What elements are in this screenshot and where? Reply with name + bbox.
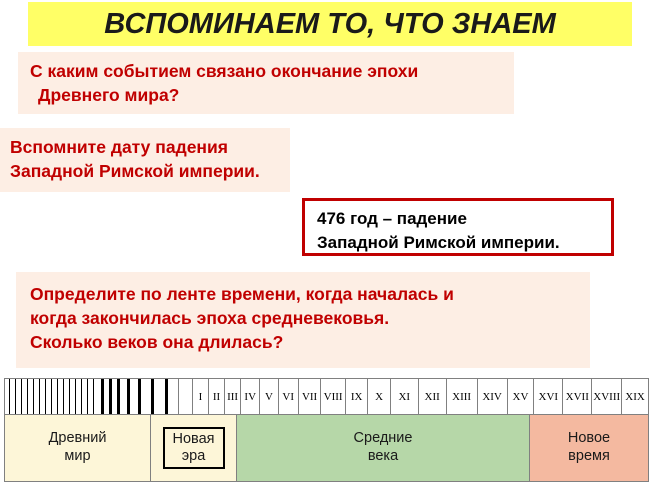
timeline-era-modern-line-2: время	[568, 448, 610, 464]
timeline-gap-cell	[179, 379, 193, 414]
answer-line-2: Западной Римской империи.	[317, 233, 560, 253]
timeline-century-6: VI	[279, 379, 299, 414]
timeline-century-cells	[193, 379, 648, 414]
timeline-century-18: XVIII	[592, 379, 622, 414]
timeline-era-middle-ages-line-2: века	[367, 448, 399, 464]
timeline-era-ancient-line-1: Древний	[48, 430, 107, 447]
title-banner	[28, 2, 632, 46]
timeline-tick	[45, 379, 46, 414]
timeline-century-9: IX	[346, 379, 368, 414]
timeline-tick	[93, 379, 94, 414]
timeline-century-13: XIII	[447, 379, 478, 414]
time-line-diagram	[4, 378, 649, 482]
question-2	[0, 128, 290, 192]
timeline-tick	[151, 379, 154, 414]
timeline-era-ancient	[5, 415, 151, 481]
question-2-line-1: Вспомните дату падения	[10, 137, 228, 157]
timeline-era-new-era-line-1: Новая	[172, 430, 215, 447]
timeline-century-10: X	[368, 379, 390, 414]
timeline-century-8: VIII	[321, 379, 346, 414]
answer-line-1: 476 год – падение	[317, 209, 467, 228]
answer-box	[302, 198, 614, 256]
timeline-tick	[57, 379, 58, 414]
timeline-century-17: XVII	[563, 379, 592, 414]
timeline-tick	[39, 379, 40, 414]
question-1	[18, 52, 514, 114]
question-3-line-2: когда закончилась эпоха средневековья.	[30, 308, 390, 329]
timeline-tick	[101, 379, 104, 414]
timeline-tick	[138, 379, 141, 414]
timeline-century-11: XI	[391, 379, 419, 414]
timeline-century-2: II	[209, 379, 225, 414]
timeline-tick	[33, 379, 34, 414]
timeline-tick	[127, 379, 130, 414]
timeline-tick	[9, 379, 10, 414]
timeline-century-19: XIX	[625, 390, 645, 403]
timeline-ancient-ticks	[5, 379, 179, 414]
timeline-century-16: XVI	[534, 379, 563, 414]
timeline-era-modern	[530, 415, 648, 481]
timeline-era-middle-ages-line-1: Средние	[353, 430, 413, 447]
timeline-century-4: IV	[241, 379, 260, 414]
question-2-line-2: Западной Римской империи.	[10, 161, 260, 182]
timeline-era-modern-line-1: Новое	[567, 430, 611, 447]
timeline-tick	[69, 379, 70, 414]
timeline-tick	[81, 379, 82, 414]
timeline-century-1: I	[193, 379, 209, 414]
timeline-era-new-era	[151, 415, 237, 481]
question-3-line-3: Сколько веков она длилась?	[30, 332, 284, 353]
timeline-tick	[21, 379, 22, 414]
timeline-century-12: XII	[419, 379, 447, 414]
timeline-era-row	[5, 415, 648, 481]
timeline-era-new-era-line-2: эра	[181, 448, 206, 464]
timeline-tick	[117, 379, 120, 414]
timeline-tick	[87, 379, 88, 414]
timeline-century-15: XV	[508, 379, 535, 414]
timeline-scale-row	[5, 379, 648, 415]
timeline-tick	[109, 379, 112, 414]
timeline-century-7: VII	[299, 379, 321, 414]
timeline-era-new-era-box	[163, 427, 225, 470]
timeline-century-14: XIV	[478, 379, 508, 414]
timeline-era-middle-ages	[237, 415, 530, 481]
timeline-century-3: III	[225, 379, 241, 414]
timeline-tick	[165, 379, 168, 414]
question-3-line-1: Определите по ленте времени, когда началась и	[30, 284, 454, 304]
question-1-line-2: Древнего мира?	[38, 85, 180, 106]
timeline-tick	[75, 379, 76, 414]
timeline-tick	[63, 379, 64, 414]
timeline-tick	[27, 379, 28, 414]
timeline-tick	[51, 379, 52, 414]
question-3	[16, 272, 590, 368]
timeline-era-ancient-line-2: мир	[64, 448, 91, 464]
timeline-tick	[15, 379, 16, 414]
timeline-century-5: V	[260, 379, 278, 414]
question-1-line-1: С каким событием связано окончание эпохи	[30, 61, 419, 81]
page-title: ВСПОМИНАЕМ ТО, ЧТО ЗНАЕМ	[104, 7, 556, 40]
